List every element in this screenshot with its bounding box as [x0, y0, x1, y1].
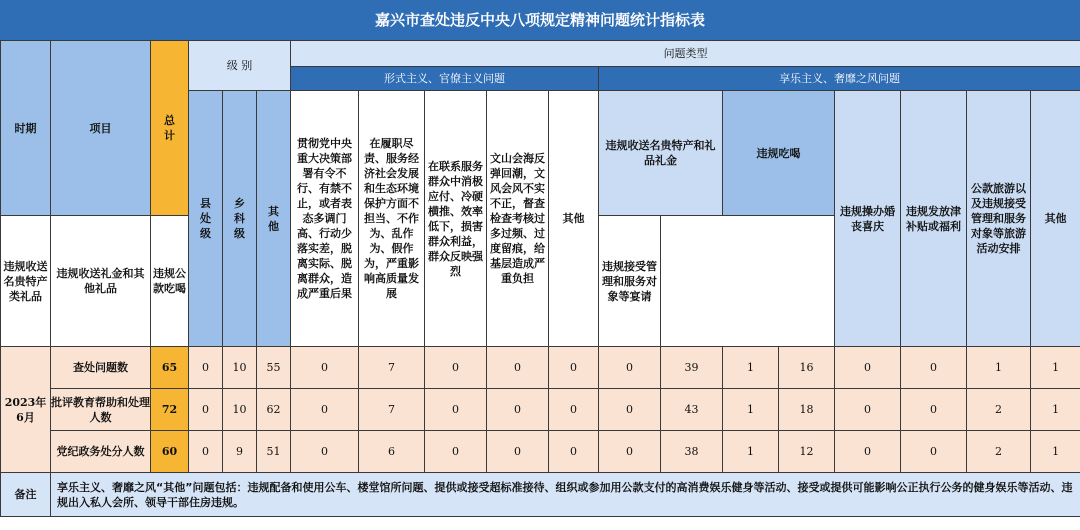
travel-header: 公款旅游以及违规接受管理和服务对象等旅游活动安排 — [967, 91, 1031, 347]
cell-g1: 0 — [599, 347, 661, 389]
level-county-header: 县 处 级 — [189, 91, 223, 347]
formalism-col-4: 文山会海反弹回潮，文风会风不实不正，督查检查考核过多过频、过度留痕，给基层造成严重负担 — [487, 91, 549, 347]
cell-travel: 2 — [967, 389, 1031, 431]
cell-f4: 0 — [487, 347, 549, 389]
dining-sub2-header: 违规接受管理和服务对象等宴请 — [599, 216, 661, 347]
cell-f2: 7 — [359, 347, 425, 389]
weddings-header: 违规操办婚丧喜庆 — [835, 91, 901, 347]
item-header: 项目 — [51, 41, 151, 216]
cell-total: 65 — [151, 347, 189, 389]
cell-f5: 0 — [549, 431, 599, 473]
formalism-group-header: 形式主义、官僚主义问题 — [291, 67, 599, 91]
cell-travel: 1 — [967, 347, 1031, 389]
cell-f3: 0 — [425, 431, 487, 473]
cell-hother: 1 — [1031, 431, 1080, 473]
cell-g2: 39 — [661, 347, 723, 389]
dining-sub1-header: 违规公款吃喝 — [151, 216, 189, 347]
cell-f5: 0 — [549, 389, 599, 431]
cell-f1: 0 — [291, 431, 359, 473]
hedonism-other-header: 其他 — [1031, 91, 1080, 347]
cell-sub: 0 — [901, 389, 967, 431]
cell-f1: 0 — [291, 389, 359, 431]
formalism-col-other: 其他 — [549, 91, 599, 347]
cell-county: 0 — [189, 431, 223, 473]
formalism-col-2: 在履职尽责、服务经济社会发展和生态环境保护方面不担当、不作为、乱作为、假作为，严重影响高质量发展 — [359, 91, 425, 347]
cell-hother: 1 — [1031, 347, 1080, 389]
formalism-col-3: 在联系服务群众中消极应付、冷硬横推、效率低下，损害群众利益，群众反映强烈 — [425, 91, 487, 347]
cell-d2: 12 — [779, 431, 835, 473]
note-text: 享乐主义、奢靡之风“其他”问题包括：违规配备和使用公车、楼堂馆所问题、提供或接受超标准接待、组织或参加用公款支付的高消费娱乐健身等活动、接受或提供可能影响公正执行公务的健身娱乐等活动、违规出入私人会所、领导干部住房违规。 — [51, 473, 1080, 517]
row-item: 批评教育帮助和处理人数 — [51, 389, 151, 431]
cell-d1: 1 — [723, 347, 779, 389]
cell-other: 62 — [257, 389, 291, 431]
cell-g2: 43 — [661, 389, 723, 431]
cell-f5: 0 — [549, 347, 599, 389]
row-item: 查处问题数 — [51, 347, 151, 389]
cell-d1: 1 — [723, 431, 779, 473]
cell-travel: 2 — [967, 431, 1031, 473]
cell-other: 55 — [257, 347, 291, 389]
problem-type-header: 问题类型 — [291, 41, 1080, 67]
cell-township: 10 — [223, 389, 257, 431]
cell-d2: 18 — [779, 389, 835, 431]
level-header: 级 别 — [189, 41, 291, 91]
cell-hother: 1 — [1031, 389, 1080, 431]
row-item: 党纪政务处分人数 — [51, 431, 151, 473]
dining-group-header: 违规吃喝 — [723, 91, 835, 216]
subsidies-header: 违规发放津补贴或福利 — [901, 91, 967, 347]
cell-d2: 16 — [779, 347, 835, 389]
cell-sub: 0 — [901, 347, 967, 389]
cell-county: 0 — [189, 389, 223, 431]
cell-f4: 0 — [487, 389, 549, 431]
gift-sub1-header: 违规收送名贵特产类礼品 — [1, 216, 51, 347]
cell-county: 0 — [189, 347, 223, 389]
cell-f3: 0 — [425, 347, 487, 389]
cell-wed: 0 — [835, 431, 901, 473]
cell-sub: 0 — [901, 431, 967, 473]
cell-f1: 0 — [291, 347, 359, 389]
table-row — [1, 431, 1080, 473]
hedonism-group-header: 享乐主义、奢靡之风问题 — [599, 67, 1080, 91]
formalism-col-1: 贯彻党中央重大决策部署有令不行、有禁不止，或者表态多调门高、行动少落实差，脱离实际、脱离群众，造成严重后果 — [291, 91, 359, 347]
cell-f2: 7 — [359, 389, 425, 431]
cell-township: 9 — [223, 431, 257, 473]
cell-g1: 0 — [599, 389, 661, 431]
statistics-table — [0, 40, 1080, 517]
cell-d1: 1 — [723, 389, 779, 431]
cell-total: 60 — [151, 431, 189, 473]
cell-f2: 6 — [359, 431, 425, 473]
note-label: 备注 — [1, 473, 51, 517]
level-township-header: 乡 科 级 — [223, 91, 257, 347]
cell-township: 10 — [223, 347, 257, 389]
period-header: 时期 — [1, 41, 51, 216]
level-other-header: 其 他 — [257, 91, 291, 347]
cell-f3: 0 — [425, 389, 487, 431]
cell-wed: 0 — [835, 347, 901, 389]
cell-total: 72 — [151, 389, 189, 431]
gift-group-header: 违规收送名贵特产和礼品礼金 — [599, 91, 723, 216]
cell-g1: 0 — [599, 431, 661, 473]
table-row — [1, 389, 1080, 431]
period-cell: 2023年6月 — [1, 347, 51, 473]
cell-g2: 38 — [661, 431, 723, 473]
cell-other: 51 — [257, 431, 291, 473]
cell-wed: 0 — [835, 389, 901, 431]
table-row — [1, 347, 1080, 389]
cell-f4: 0 — [487, 431, 549, 473]
total-header: 总 计 — [151, 41, 189, 216]
gift-sub2-header: 违规收送礼金和其他礼品 — [51, 216, 151, 347]
page-title: 嘉兴市查处违反中央八项规定精神问题统计指标表 — [0, 0, 1080, 40]
